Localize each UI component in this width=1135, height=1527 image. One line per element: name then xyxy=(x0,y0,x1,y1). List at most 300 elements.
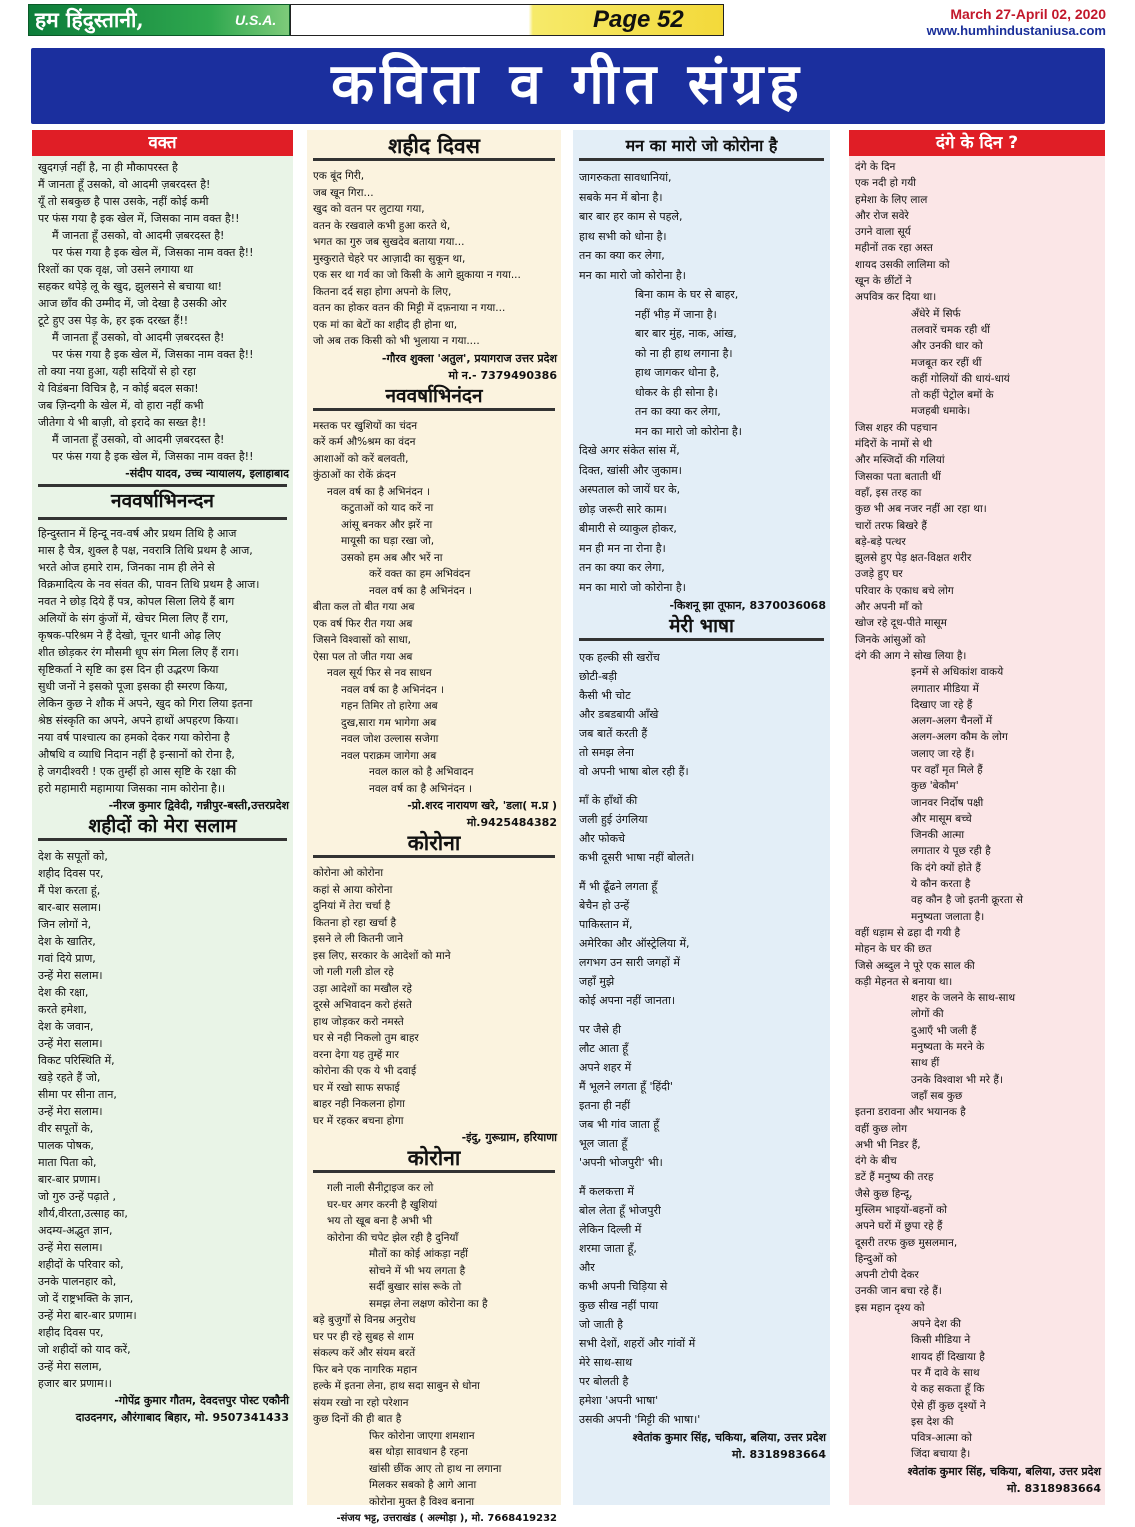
poem-line: कुछ भी अब नजर नहीं आ रहा था। xyxy=(855,503,987,516)
poem-waqt-body xyxy=(32,156,293,465)
poem-line: शहीद दिवस पर, xyxy=(38,867,104,880)
poem-line: अलग-अलग चैनलों में xyxy=(911,715,993,728)
poem-line: वीर सपूतों के, xyxy=(38,1122,94,1135)
poem-line: खुद को वतन पर लुटाया गया, xyxy=(313,203,425,215)
stanza-gap xyxy=(579,867,824,877)
poem-line: और उनकी धार को xyxy=(911,340,983,353)
poem-line: उन्हें मेरा सलाम, xyxy=(38,1360,102,1373)
poem-line: दंगे के दिन xyxy=(855,161,896,173)
poem-line: नवत ने छोड़ दिये हैं पत्र, कोपल सिला लिये हैं बाग xyxy=(38,595,235,608)
website-link[interactable]: www.humhindustaniusa.com xyxy=(926,23,1106,38)
poem-line: करें वक्त का हम अभिवंदन xyxy=(369,568,471,580)
poem-line: नहीं भीड़ में जाना है। xyxy=(635,307,717,321)
poem-line: बाहर नही निकलना होगा xyxy=(313,1098,405,1110)
poem-line: तो कहीं पेट्रोल बमों के xyxy=(911,389,994,402)
poem-line: और रोज सवेरे xyxy=(855,209,909,222)
poem-line: बार-बार प्रणाम। xyxy=(38,1173,101,1186)
poem-line: पर फंस गया है इक खेल में, जिसका नाम वक्त है!! xyxy=(52,348,254,361)
poem-line: अमेरिका और ऑस्ट्रेलिया में, xyxy=(579,937,690,950)
poem-line: लगातार ये पूछ रही है xyxy=(911,845,991,858)
poem-line: मंदिरों के नामों से थी xyxy=(855,438,933,451)
poem-line: शायद हीं दिखाया है xyxy=(911,1350,985,1363)
poem-line: जागरुकता सावधानियां, xyxy=(579,171,672,184)
poem-line: ऐसे हीं कुछ दृश्यों ने xyxy=(911,1399,986,1412)
poem-line: सबके मन में बोना है। xyxy=(579,190,663,204)
poem-line: मैं जानता हूँ उसको, वो आदमी ज़बरदस्त है! xyxy=(52,433,225,446)
poem-line: ये कौन करता है xyxy=(911,878,971,891)
poem-line: खांसी छींक आए तो हाथ ना लगाना xyxy=(369,1462,502,1475)
poem-line: पर फंस गया है इक खेल में, जिसका नाम वक्त है!! xyxy=(52,246,254,259)
poem-line: बार-बार सलाम। xyxy=(38,901,102,914)
poem-credit: मो.9425484382 xyxy=(466,816,557,829)
poem-credit: -इंदु, गुरूग्राम, हरियाणा xyxy=(461,1131,557,1144)
poem-line: जो दें राष्ट्रभक्ति के ज्ञान, xyxy=(38,1292,134,1305)
poem-line: उन्हें मेरा बार-बार प्रणाम। xyxy=(38,1309,137,1322)
poem-line: कोरोना ओ कोरोना xyxy=(313,867,384,879)
poem-line: धोकर के ही सोना है। xyxy=(635,385,718,399)
poem-line: तन का क्या कर लेगा, xyxy=(635,405,721,418)
poem-credit: -प्रो.शरद नारायण खरे, 'डला( म.प्र ) xyxy=(407,799,557,812)
poem-line: तन का क्या कर लेगा, xyxy=(579,249,665,262)
poem-line: जो जाती है xyxy=(579,1318,623,1331)
poem-title-waqt: वक्त xyxy=(32,130,293,156)
column-3 xyxy=(573,130,830,1505)
poem-line: घर-घर अगर करनी है खुशियां xyxy=(327,1198,438,1211)
poem-line: डटें हैं मनुष्य की तरह xyxy=(855,1171,934,1184)
poem-line: वरना देगा यह तुम्हें मार xyxy=(313,1048,399,1061)
poem-line: एक सर था गर्व का जो किसी के आगे झुकाया न गया... xyxy=(313,269,521,281)
poem-line: मन का मारो जो कोरोना है। xyxy=(635,424,742,438)
poem-line: कृषक-परिश्रम ने हैं देखो, चूनर धानी ओढ़ लिए xyxy=(38,629,221,642)
poem-line: बस थोड़ा सावधान है रहना xyxy=(369,1446,468,1458)
poem-line: कोरोना की एक ये भी दवाई xyxy=(313,1065,417,1077)
poem-line: इस देश की xyxy=(911,1415,954,1428)
poem-line: उन्हें मेरा सलाम। xyxy=(38,1037,103,1050)
poem-line: छोड़ जरूरी सारे काम। xyxy=(579,502,667,516)
poem-credit: -गोपेंद्र कुमार गौतम, देवदत्तपुर पोस्ट एकौनी xyxy=(114,1394,289,1407)
poem-line: पर वहाँ मृत मिले हैं xyxy=(911,763,983,776)
poem-line: हाथ जागकर धोना है, xyxy=(635,366,720,379)
poem-line: मैं भूलने लगता हूँ 'हिंदी' xyxy=(579,1080,673,1093)
poem-line: मुस्कुराते चेहरे पर आज़ादी का सुकून था, xyxy=(313,252,466,265)
poem-line: इस लिए, सरकार के आदेशों को माने xyxy=(313,949,451,962)
poem-line: मजबूत कर रहीं थीं xyxy=(911,356,982,369)
poem-line: और xyxy=(579,1261,595,1274)
poem-line: उनके विश्वाश भी मरे हैं। xyxy=(911,1073,1003,1086)
poem-line: भरते ओज हमारे राम, जिनका नाम ही लेने से xyxy=(38,561,215,574)
poem-line: एक बूंद गिरी, xyxy=(313,170,365,182)
poem-line: तो समझ लेना xyxy=(579,746,634,759)
poem-line: दूसरी तरफ कुछ मुसलमान, xyxy=(855,1236,958,1249)
poem-line: लेकिन दिल्ली में xyxy=(579,1223,642,1236)
poem-line: नवल सूर्य फिर से नव साधन xyxy=(327,667,432,679)
poem-line: मौतों का कोई आंकड़ा नहीं xyxy=(369,1248,469,1260)
poem-line: गहन तिमिर तो हारेगा अब xyxy=(341,700,438,712)
poem-line: साथ हीं xyxy=(911,1057,940,1070)
poem-line: देश के सपूतों को, xyxy=(38,850,108,863)
poem-line: वहीं धड़ाम से ढहा दी गयी है xyxy=(855,926,961,939)
poem-line: अलियों के संग कुंजों में, खेचर मिला लिए हैं राग, xyxy=(38,612,229,625)
poem-corona-2-body xyxy=(307,1177,561,1510)
poem-line: शहीदों के परिवार को, xyxy=(38,1258,124,1271)
poem-line: बीता कल तो बीत गया अब xyxy=(313,601,415,613)
poem-line: कुछ सीख नहीं पाया xyxy=(579,1299,659,1312)
poem-line: मैं जानता हूँ उसको, वो आदमी ज़बरदस्त है! xyxy=(52,331,225,344)
poem-line: मायूसी का घड़ा रखा जो, xyxy=(341,535,435,547)
poem-line: हाथ सभी को धोना है। xyxy=(579,229,667,243)
poem-line: पाकिस्तान में, xyxy=(579,918,633,931)
poem-line: कोई अपना नहीं जानता। xyxy=(579,994,675,1007)
poem-line: जीतेगा ये भी बाज़ी, वो इरादे का सख्त है!! xyxy=(38,416,207,429)
poem-line: हजार बार प्रणाम।। xyxy=(38,1377,112,1390)
poem-line: जिंदा बचाया है। xyxy=(911,1448,971,1461)
poem-line: भय तो खूब बना है अभी भी xyxy=(327,1215,433,1227)
poem-line: रिश्तों का एक वृक्ष, जो उसने लगाया था xyxy=(38,263,194,276)
poem-credit: -नीरज कुमार द्विवेदी, गन्नीपुर-बस्ती,उत्तरप्रदेश xyxy=(108,799,289,812)
poem-line: जलाए जा रहे हैं। xyxy=(911,747,975,760)
poem-line: जब भी गांव जाता हूँ xyxy=(579,1118,660,1131)
poem-navvarshabhinandan-body xyxy=(307,415,561,798)
poem-line: देश के जवान, xyxy=(38,1020,94,1033)
poem-line: भगत का गुरु जब सुखदेव बताया गया... xyxy=(313,236,465,248)
poem-credit: मो न.- 7379490386 xyxy=(448,368,557,382)
poem-shahidon-body xyxy=(32,845,293,1392)
poem-line: खड़े रहते हैं जो, xyxy=(38,1071,101,1084)
poem-title-corona: कोरोना xyxy=(313,831,555,858)
poem-line: मैं जानता हूँ उसको, वो आदमी ज़बरदस्त है! xyxy=(52,229,225,242)
poem-line: बेचैन हो उन्हें xyxy=(579,899,630,912)
poem-line: एक हल्की सी खरोंच xyxy=(579,651,660,664)
poem-line: नवल वर्ष का है अभिनंदन । xyxy=(327,485,431,498)
poem-line: हल्के में इतना लेना, हाथ सदा साबुन से धोना xyxy=(313,1380,480,1392)
poem-line: पर मैं दावे के साथ xyxy=(911,1366,980,1379)
brand-country: U.S.A. xyxy=(235,12,277,28)
poem-line: हरो महामारी महामाया जिसका नाम कोरोना है।। xyxy=(38,782,226,795)
poem-line: जिसने विश्वासों को साधा, xyxy=(313,634,411,646)
poem-line: वह कौन है जो इतनी क्रूरता से xyxy=(911,894,1023,907)
poem-credit: श्वेतांक कुमार सिंह, चकिया, बलिया, उत्तर प्रदेश xyxy=(632,1431,826,1444)
poem-line: कहां से आया कोरोना xyxy=(313,883,393,896)
poem-line: वहीं कुछ लोग xyxy=(855,1122,907,1135)
poem-line: हाथ जोड़कर करो नमस्ते xyxy=(313,1015,404,1028)
poem-line: दुनियां में तेरा चर्चा है xyxy=(313,900,391,912)
poem-line: बिना काम के घर से बाहर, xyxy=(635,288,739,301)
poem-line: कितना दर्द सहा होगा अपनो के लिए, xyxy=(313,285,452,298)
poem-line: सहकर थपेड़े लू के खुद, झुलसने से बचाया था! xyxy=(38,280,222,293)
poem-line: सृष्टिकर्ता ने सृष्टि का इस दिन ही उद्भरण किया xyxy=(38,663,219,676)
poem-credit: -संदीप यादव, उच्च न्यायालय, इलाहाबाद xyxy=(125,467,289,480)
poem-line: देश के खातिर, xyxy=(38,935,96,948)
poem-line: तो क्या नया हुआ, यही सदियों से हो रहा xyxy=(38,365,196,378)
poem-line: 'अपनी भोजपुरी' भी। xyxy=(579,1156,663,1169)
poem-credit: -गौरव शुक्ला 'अतुल', प्रयागराज उत्तर प्रदेश xyxy=(381,351,557,365)
poem-corona-body xyxy=(307,862,561,1129)
poem-line: नवल काल को है अभिवादन xyxy=(369,766,474,778)
poem-line: इतना ही नहीं xyxy=(579,1099,631,1112)
divider xyxy=(38,517,287,520)
poem-line: घर में रखो साफ सफाई xyxy=(313,1081,400,1094)
poem-line: मैं जानता हूँ उसको, वो आदमी ज़बरदस्त है! xyxy=(38,178,211,191)
poem-line: देश की रक्षा, xyxy=(38,986,89,999)
poem-line: लगभग उन सारी जगहों में xyxy=(579,956,680,969)
poem-line: वतन का होकर वतन की मिट्टी में दफ़नाया न गया... xyxy=(313,302,506,314)
poem-man-ka-maro-body xyxy=(573,165,830,597)
poem-line: पर फंस गया है इक खेल में, जिसका नाम वक्त है!! xyxy=(52,450,254,463)
poem-line: सुधी जनों ने इसको पूजा इसका ही स्मरण किया, xyxy=(38,680,228,693)
poem-line: बड़े-बड़े पत्थर xyxy=(855,535,906,548)
poem-line: कभी अपनी चिड़िया से xyxy=(579,1280,668,1293)
stanza-gap xyxy=(579,781,824,791)
poem-credit: -संजय भट्ट, उत्तराखंड ( अल्मोड़ा ), मो. 7668419232 xyxy=(336,1513,557,1524)
poem-line: वहाँ, इस तरह का xyxy=(855,486,922,499)
poem-line: जो अब तक किसी को भी भुलाया न गया.... xyxy=(313,335,480,347)
poem-line: लोगों की xyxy=(911,1008,944,1021)
poem-line: इस महान दृश्य को xyxy=(855,1301,925,1314)
poem-line: कुंठाओं का रोकें क्रंदन xyxy=(313,469,396,481)
poem-line: ऐसा पल तो जीत गया अब xyxy=(313,650,413,663)
poem-line: जब ज़िन्दगी के खेल में, वो हारा नहीं कभी xyxy=(38,399,204,412)
poem-line: अभी भी निडर हैं, xyxy=(855,1138,921,1151)
poem-line: जब खून गिरा... xyxy=(313,186,374,199)
poem-line: अलग-अलग कौम के लोग xyxy=(911,731,1008,744)
poem-line: विकट परिस्थिति में, xyxy=(38,1054,115,1067)
poem-title-meri-bhasha: मेरी भाषा xyxy=(579,614,824,641)
poem-line: और मासूम बच्चे xyxy=(911,812,972,825)
poem-line: जिसका पता बताती थीं xyxy=(855,470,941,483)
poem-credit: मो. 8318983664 xyxy=(732,1448,826,1461)
poem-line: अस्पताल को जायें घर के, xyxy=(579,483,681,496)
issue-date: March 27-April 02, 2020 xyxy=(950,6,1106,22)
stanza-gap xyxy=(579,1010,824,1020)
poem-line: यूँ तो सबकुछ है पास उसके, नहीं कोई कमी xyxy=(38,195,209,208)
poem-line: एक वर्ष फिर रीत गया अब xyxy=(313,617,413,630)
poem-line: ये विडंबना विचित्र है, न कोई बदल सका! xyxy=(38,382,199,395)
poem-line: जहाँ मुझे xyxy=(579,975,615,988)
poem-line: और डबडबायी आँखे xyxy=(579,708,659,721)
poem-line: शीत छोड़कर रंग मौसमी धूप संग मिला लिए हैं राग। xyxy=(38,646,239,659)
poem-line: हे जगदीश्वरी ! एक तुम्हीं हो आस सृष्टि के रक्षा की xyxy=(38,765,237,778)
poem-line: मन ही मन ना रोना है। xyxy=(579,541,666,555)
poem-credit: -किशनू झा तूफान, 8370036068 xyxy=(669,599,826,612)
poem-line: नवल वर्ष का है अभिनंदन । xyxy=(369,782,473,795)
poem-line: सोचने में भी भय लगता है xyxy=(369,1264,466,1277)
poem-line: दुख,सारा गम भागेगा अब xyxy=(341,716,437,729)
poem-line: नया वर्ष पाश्चात्य का हमको देकर गया कोरोना है xyxy=(38,731,230,744)
poem-line: कुछ 'बेकौम' xyxy=(911,780,959,793)
poem-line: अपवित्र कर दिया था। xyxy=(855,291,937,304)
poem-line: जिस शहर की पहचान xyxy=(855,421,938,434)
poem-credit: मो. 8318983664 xyxy=(1007,1481,1101,1495)
poem-line: गवां दिये प्राण, xyxy=(38,952,96,965)
poem-line: सभी देशों, शहरों और गांवों में xyxy=(579,1337,696,1350)
poem-line: भूल जाता हूँ xyxy=(579,1137,628,1150)
poem-line: लौट आता हूँ xyxy=(579,1042,629,1055)
poem-line: छोटी-बड़ी xyxy=(579,670,617,683)
poem-line: मनुष्यता जलाता है। xyxy=(911,910,985,923)
poem-line: अपने देश की xyxy=(911,1318,961,1331)
poem-line: बोल लेता हूँ भोजपुरी xyxy=(579,1204,661,1217)
poem-line: जिनके आंसुओं को xyxy=(855,633,926,646)
poem-line: फिर बने एक नागरिक महान xyxy=(313,1363,418,1376)
poem-line: जब बातें करती हैं xyxy=(579,727,648,740)
poem-line: उजड़े हुए घर xyxy=(855,568,903,581)
poem-line: जानवर निर्दोष पक्षी xyxy=(911,796,984,809)
page-title: कविता व गीत संग्रह xyxy=(331,52,805,117)
page-number-box xyxy=(290,4,724,36)
brand-name: हम हिंदुस्तानी, xyxy=(35,7,144,32)
poem-line: जिनकी आत्मा xyxy=(911,829,965,842)
poem-line: करते हमेशा, xyxy=(38,1003,87,1016)
poem-line: शहीद दिवस पर, xyxy=(38,1326,104,1339)
poem-line: पालक पोषक, xyxy=(38,1139,94,1152)
poem-line: दंगे के बीच xyxy=(855,1155,897,1168)
poem-line: आंसू बनकर और झरें ना xyxy=(341,518,433,531)
poem-line: जहाँ सब कुछ xyxy=(911,1089,963,1102)
poem-line: जो शहीदों को याद करें, xyxy=(38,1343,131,1356)
poem-line: खून के छींटों ने xyxy=(855,275,912,288)
poem-line: पवित्र-आत्मा को xyxy=(911,1432,972,1445)
poem-line: पर जैसे ही xyxy=(579,1023,622,1036)
poem-line: माता पिता को, xyxy=(38,1156,97,1169)
poem-title-navvarsh: नववर्षाभिनन्दन xyxy=(111,490,214,512)
poem-line: परिवार के एकाध बचे लोग xyxy=(855,584,954,597)
brand-logo xyxy=(28,4,290,36)
poem-line: कि दंगे क्यों होते हैं xyxy=(911,861,981,874)
poem-line: महीनों तक रहा अस्त xyxy=(855,242,933,255)
poem-line: इसने ले ली कितनी जाने xyxy=(313,933,404,945)
column-1 xyxy=(32,130,293,1505)
section-banner xyxy=(31,48,1105,124)
poem-shahid-diwas-body xyxy=(307,165,561,350)
page-number: Page 52 xyxy=(593,6,684,33)
poem-line: संयम रखो ना रहो परेशान xyxy=(313,1396,409,1409)
poem-line: मैं पेश करता हूं, xyxy=(38,884,101,897)
poem-line: शायद उसकी लालिमा को xyxy=(855,258,950,271)
poem-line: जैसे कुछ हिन्दू, xyxy=(855,1187,913,1200)
poem-line: उसकी अपनी 'मिट्टी की भाषा।' xyxy=(579,1413,701,1426)
poem-line: अदम्य-अद्भुत ज्ञान, xyxy=(38,1224,113,1237)
poem-line: गली नाली सैनीट्राइज कर लो xyxy=(327,1182,434,1194)
poem-line: अँधेरे में सिर्फ xyxy=(911,307,961,320)
poem-title-dange-ke-din: दंगे के दिन ? xyxy=(849,130,1105,156)
poem-credit: दाउदनगर, औरंगाबाद बिहार, मो. 9507341433 xyxy=(75,1411,289,1424)
poem-line: नवल वर्ष का है अभिनंदन । xyxy=(369,584,473,597)
poem-line: घर में रहकर बचना होगा xyxy=(313,1114,404,1127)
poem-line: दूरसे अभिवादन करो हंसते xyxy=(313,999,412,1011)
poem-line: नवल पराक्रम जागेगा अब xyxy=(341,749,437,762)
poem-line: वो अपनी भाषा बोल रही हैं। xyxy=(579,765,689,778)
poem-title-navvarshabhinandan: नववर्षाभिनंदन xyxy=(313,384,555,411)
poem-line: इनमें से अधिकांश वाकये xyxy=(911,666,1004,679)
poem-line: नवल जोश उल्लास सजेगा xyxy=(341,733,439,745)
poem-line: चारों तरफ बिखरे हैं xyxy=(855,519,927,532)
poem-line: खुदगर्ज़ नहीं है, ना ही मौकापरस्त है xyxy=(38,161,178,174)
poem-line: खोज रहे दूध-पीते मासूम xyxy=(855,617,947,630)
poem-title-shahid-diwas: शहीद दिवस xyxy=(313,134,555,161)
poem-line: शरमा जाता हूँ, xyxy=(579,1242,637,1255)
poem-line: सीमा पर सीना तान, xyxy=(38,1088,117,1101)
poem-line: मैं भी ढूँढने लगता हूँ xyxy=(579,880,658,893)
poem-line: बार बार मुंह, नाक, आंख, xyxy=(635,327,737,340)
poem-line: संकल्प करें और संयम बरतें xyxy=(313,1347,416,1359)
poem-line: हमेशा के लिए लाल xyxy=(855,193,928,206)
poem-line: कुछ दिनों की ही बात है xyxy=(313,1413,402,1425)
poem-line: मुस्लिम भाइयों-बहनों को xyxy=(855,1204,947,1216)
poem-line: मजहबी धमाके। xyxy=(911,405,971,418)
poem-line: लगातार मीडिया में xyxy=(911,682,979,695)
poem-line: कोरोना मुक्त है विश्व बनाना xyxy=(369,1495,475,1508)
poem-line: तलवारें चमक रही थीं xyxy=(911,323,990,336)
poem-line: जो गली गली डोल रहे xyxy=(313,966,394,978)
poem-line: बड़े बुजुर्गों से विनम्र अनुरोध xyxy=(313,1314,416,1326)
poem-line: शौर्य,वीरता,उत्साह का, xyxy=(38,1207,128,1220)
poem-line: दिखाए जा रहे हैं xyxy=(911,698,973,711)
poem-line: दिक्त, खांसी और जुकाम। xyxy=(579,463,682,477)
poem-line: एक नदी हो गयी xyxy=(855,177,917,190)
poem-line: अपने शहर में xyxy=(579,1061,632,1074)
poem-line: आशाओं को करें बलवती, xyxy=(313,452,409,465)
poem-line: फिर कोरोना जाएगा शमशान xyxy=(369,1429,475,1442)
poem-line: वतन के रखवाले कभी हुआ करते थे, xyxy=(313,219,451,232)
poem-line: ये कह सकता हूँ कि xyxy=(911,1383,985,1396)
poem-line: घर से नही निकलो तुम बाहर xyxy=(313,1032,419,1044)
poem-line: को ना ही हाथ लगाना है। xyxy=(635,346,733,360)
poem-line: घर पर ही रहे सुबह से शाम xyxy=(313,1330,414,1343)
poem-line: उनकी जान बचा रहे हैं। xyxy=(855,1285,942,1298)
poem-line: एक मां का बेटों का शहीद ही होना था, xyxy=(313,318,458,331)
poem-title-man-ka-maro: मन का मारो जो कोरोना है xyxy=(579,134,824,161)
poem-line: टूटे हुए उस पेड़ के, हर इक दरख्त हैं!! xyxy=(38,314,189,327)
poem-dange-ke-din-body xyxy=(849,156,1105,1463)
poem-line: उन्हें मेरा सलाम। xyxy=(38,1241,103,1254)
poem-line: उन्हें मेरा सलाम। xyxy=(38,1105,103,1118)
poem-line: और अपनी माँ को xyxy=(855,601,923,614)
column-2 xyxy=(307,130,561,1524)
poem-line: कैसी भी चोट xyxy=(579,689,631,702)
poem-line: विक्रमादित्य के नव संवत की, पावन तिथि प्रथम है आज। xyxy=(38,578,260,591)
poem-line: औषधि व व्याधि निदान नहीं है इन्सानों को रोना है, xyxy=(38,748,235,761)
poem-line: कटुताओं को याद करें ना xyxy=(341,502,434,514)
poem-navvarsh-body xyxy=(32,522,293,797)
poem-line: दिखे अगर संकेत सांस में, xyxy=(579,444,680,457)
poem-line: पर बोलती है xyxy=(579,1375,629,1388)
poem-line: सर्दी बुखार सांस रूके तो xyxy=(369,1281,462,1293)
poem-line: तन का क्या कर लेगा, xyxy=(579,561,665,574)
poem-line: आज छाँव की उम्मीद में, जो देखा है उसकी ओर xyxy=(38,297,227,310)
poem-title-shahidon: शहीदों को मेरा सलाम xyxy=(38,814,287,841)
poem-line: जिसे अब्दुल ने पूरे एक साल की xyxy=(855,959,975,972)
poem-line: मोहन के घर की छत xyxy=(855,943,932,956)
poem-line: हिन्दुस्तान में हिन्दू नव-वर्ष और प्रथम तिथि है आज xyxy=(38,527,237,540)
poem-line: नवल वर्ष का है अभिनंदन । xyxy=(341,683,445,696)
poem-line: करें कर्म औ%श्रम का वंदन xyxy=(313,436,416,448)
poem-line: उसको हम अब और भरें ना xyxy=(341,551,443,564)
poem-line: दुआएँ भी जली हैं xyxy=(911,1024,977,1037)
poem-line: कितना हो रहा खर्चा है xyxy=(313,916,397,929)
poem-line: और फोकचे xyxy=(579,832,626,845)
poem-line: किसी मीडिया ने xyxy=(911,1334,971,1347)
stanza-gap xyxy=(579,1172,824,1182)
poem-line: मन का मारो जो कोरोना है। xyxy=(579,268,686,282)
poem-line: जो गुरु उन्हें पढ़ाते , xyxy=(38,1190,116,1203)
poem-line: मन का मारो जो कोरोना है। xyxy=(579,580,686,594)
poem-line: उनके पालनहार को, xyxy=(38,1275,117,1288)
poem-line: पर फंस गया है इक खेल में, जिसका नाम वक्त है!! xyxy=(38,212,240,225)
poem-line: इतना डरावना और भयानक है xyxy=(855,1106,966,1119)
poem-line: और मस्जिदों की गलियां xyxy=(855,454,945,467)
poem-line: लेकिन कुछ ने शौक में अपने, खुद को गिरा लिया इतना xyxy=(38,697,253,710)
poem-line: मेरे साथ-साथ xyxy=(579,1356,633,1369)
